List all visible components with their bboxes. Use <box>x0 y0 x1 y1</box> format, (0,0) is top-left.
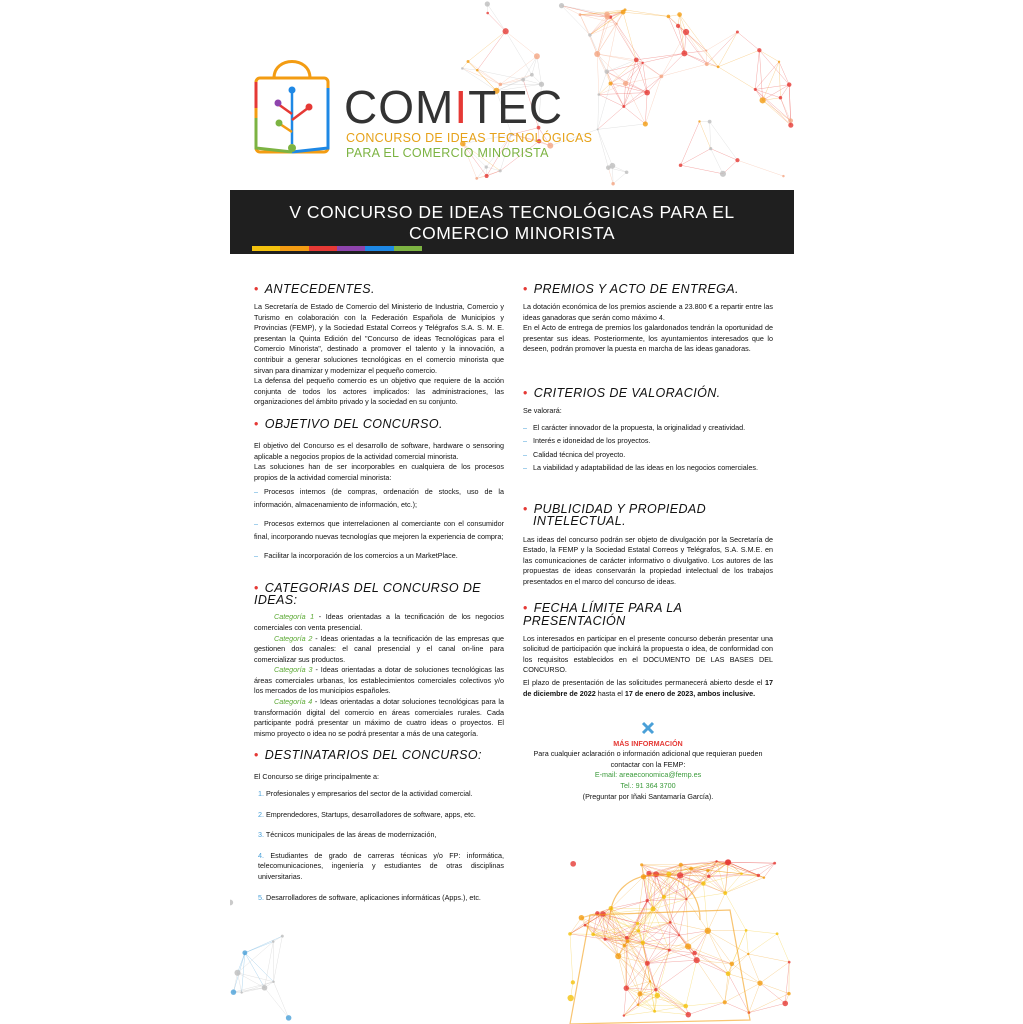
paragraph: El Concurso se dirige principalmente a: <box>254 772 380 782</box>
list-item: 3. Técnicos municipales de las áreas de modernización, <box>258 830 437 840</box>
paragraph: La dotación económica de los premios asciende a 23.800 € a repartir entre las ideas ganadoras que serán como máximo 4. <box>523 302 773 322</box>
list-item: 2. Emprendedores, Startups, desarrolladores de software, apps, etc. <box>258 809 476 819</box>
section-antecedentes <box>254 283 504 408</box>
list-item: – Calidad técnica del proyecto. <box>523 449 626 459</box>
paragraph: El plazo de presentación de las solicitudes permanecerá abierto desde el 17 de diciembre de 2022 hasta el 17 de enero de 2023, ambos inclusive. <box>523 677 773 698</box>
list-item: Categoría 4 - Ideas orientadas a dotar soluciones tecnológicas para la transformación digital del comercio en áreas comerciales rurales. Cada participante podrá presentar un máximo de cuatro ideas o proyectos. El mismo proyecto o idea no se podrá presentar a más de una categoría. <box>254 697 505 738</box>
section-info <box>523 721 773 802</box>
list-item: 4. Estudiantes de grado de carreras técnicas y/o FP: informática, telecomunicaciones, ingeniería y estudiantes de otras disciplinas universitarias. <box>258 850 504 881</box>
section-destinatarios <box>254 749 504 903</box>
list-item: Categoría 3 - Ideas orientadas a dotar de soluciones tecnológicas las áreas comerciales urbanas, los establecimientos comerciales colectivos y/o los mercados de los municipios españoles. <box>254 665 505 696</box>
info-email[interactable]: E-mail: areaeconomica@femp.es <box>594 770 702 780</box>
section-premios <box>523 283 773 355</box>
info-text: Para cualquier aclaración o información adicional que requieran pueden contactar con la FEMP: <box>533 749 763 769</box>
list-item: – Procesos internos (de compras, ordenación de stocks, uso de la información, almacenamiento de información, etc.); <box>254 487 504 510</box>
banner-title: V CONCURSO DE IDEAS TECNOLÓGICAS PARA EL COMERCIO MINORISTA <box>289 202 735 243</box>
paragraph: La defensa del pequeño comercio es un objetivo que requiere de la acción conjunta de todos los actores implicados: las administraciones, las organizaciones del ámbito privado y la sociedad en su conjunto. <box>254 376 504 407</box>
list-item: Categoría 1 - Ideas orientadas a la tecnificación de los negocios comerciales con venta presencial. <box>254 612 504 632</box>
list-item: – El carácter innovador de la propuesta, la originalidad y creatividad. <box>523 422 746 432</box>
title-banner <box>230 190 794 254</box>
section-fecha <box>523 602 773 700</box>
section-criterios <box>523 387 773 475</box>
paragraph: Las ideas del concurso podrán ser objeto de divulgación por la Secretaría de Estado, la FEMP y la Sociedad Estatal Correos y Telégrafos, S.A. S.M.E. en las comunicaciones de carácter informativo o divulgativo. Los autores de las propuestas de ideas conservarán la propiedad intelectual de los trabajos presentados en el marco del concurso de ideas. <box>523 534 773 586</box>
section-heading: • PREMIOS Y ACTO DE ENTREGA. <box>523 282 739 296</box>
paragraph: En el Acto de entrega de premios los galardonados tendrán la oportunidad de presentar sus ideas. Posteriormente, los ayuntamientos interesados que lo deseen, podrán promover la puesta en marcha de las ideas ganadoras. <box>523 323 773 354</box>
paragraph: La Secretaría de Estado de Comercio del Ministerio de Industria, Comercio y Turismo en colaboración con la Federación Española de Municipios y Provincias (FEMP), y la Sociedad Estatal Correos y Telégrafos S.A. S. M. E. presentan la Quinta Edición del "Concurso de ideas Tecnológicas para el Comercio Minorista", destinado a promover el talento y la innovación, a contribuir a generar soluciones tecnológicas en el comercio minorista que sirvan para dinamizar y modernizar el pequeño comercio. <box>254 302 504 375</box>
list-item: 1. Profesionales y empresarios del sector de la actividad comercial. <box>258 789 473 799</box>
section-heading: • CRITERIOS DE VALORACIÓN. <box>523 385 721 400</box>
section-heading: • CATEGORIAS DEL CONCURSO DE IDEAS: <box>254 581 482 608</box>
logo-subtitle-line2: PARA EL COMERCIO MINORISTA <box>346 146 549 160</box>
logo-subtitle-line1: CONCURSO DE IDEAS TECNOLÓGICAS <box>346 131 593 145</box>
section-objetivo <box>254 418 504 562</box>
section-publicidad <box>523 503 773 588</box>
info-phone: Tel.: 91 364 3700 <box>620 781 676 791</box>
right-column <box>523 283 773 802</box>
logo-title: COMITEC <box>344 81 564 133</box>
section-categorias <box>254 582 504 739</box>
close-x-icon <box>641 721 655 735</box>
paragraph: Se valorará: <box>523 405 562 415</box>
section-heading: • ANTECEDENTES. <box>254 282 375 296</box>
paragraph: El objetivo del Concurso es el desarrollo de software, hardware o sensoring aplicable a negocios propios de la actividad comercial minorista. <box>254 440 504 461</box>
paragraph: Los interesados en participar en el presente concurso deberán presentar una solicitud de participación que incluirá la propuesta o idea, de conformidad con los requisitos establecidos en el DOCUMENTO DE LAS BASES DEL CONCURSO. <box>523 633 773 675</box>
list-item: Categoría 2 - Ideas orientadas a la tecnificación de las empresas que gestionen dos canales: el canal presencial y el canal on-line para comercializar sus productos. <box>254 633 505 664</box>
section-heading: • FECHA LÍMITE PARA LA PRESENTACIÓN <box>523 600 682 628</box>
section-heading: • DESTINATARIOS DEL CONCURSO: <box>254 748 482 763</box>
shopping-bag-logo-icon <box>252 48 332 158</box>
list-item: – Facilitar la incorporación de los comercios a un MarketPlace. <box>254 551 458 561</box>
list-item: – Interés e idoneidad de los proyectos. <box>523 436 651 446</box>
color-stripe <box>252 246 422 251</box>
list-item: 5. Desarrolladores de software, aplicaciones informáticas (Apps.), etc. <box>258 892 481 902</box>
section-heading: • OBJETIVO DEL CONCURSO. <box>254 416 443 431</box>
info-contact: (Preguntar por Iñaki Santamaría García). <box>582 791 714 801</box>
paragraph: Las soluciones han de ser incorporables en cualquiera de los procesos propios de la actividad comercial minorista: <box>254 462 504 482</box>
section-heading: • PUBLICIDAD Y PROPIEDAD INTELECTUAL. <box>523 501 707 528</box>
poster <box>230 0 794 1024</box>
left-column <box>254 283 504 903</box>
list-item: – La viabilidad y adaptabilidad de las ideas en los negocios comerciales. <box>523 463 758 473</box>
info-title: MÁS INFORMACIÓN <box>613 738 683 748</box>
list-item: – Procesos externos que interrelacionen al comerciante con el consumidor final, incorporando nuevas tecnologías que mejoren la experiencia de compra; <box>254 519 504 542</box>
